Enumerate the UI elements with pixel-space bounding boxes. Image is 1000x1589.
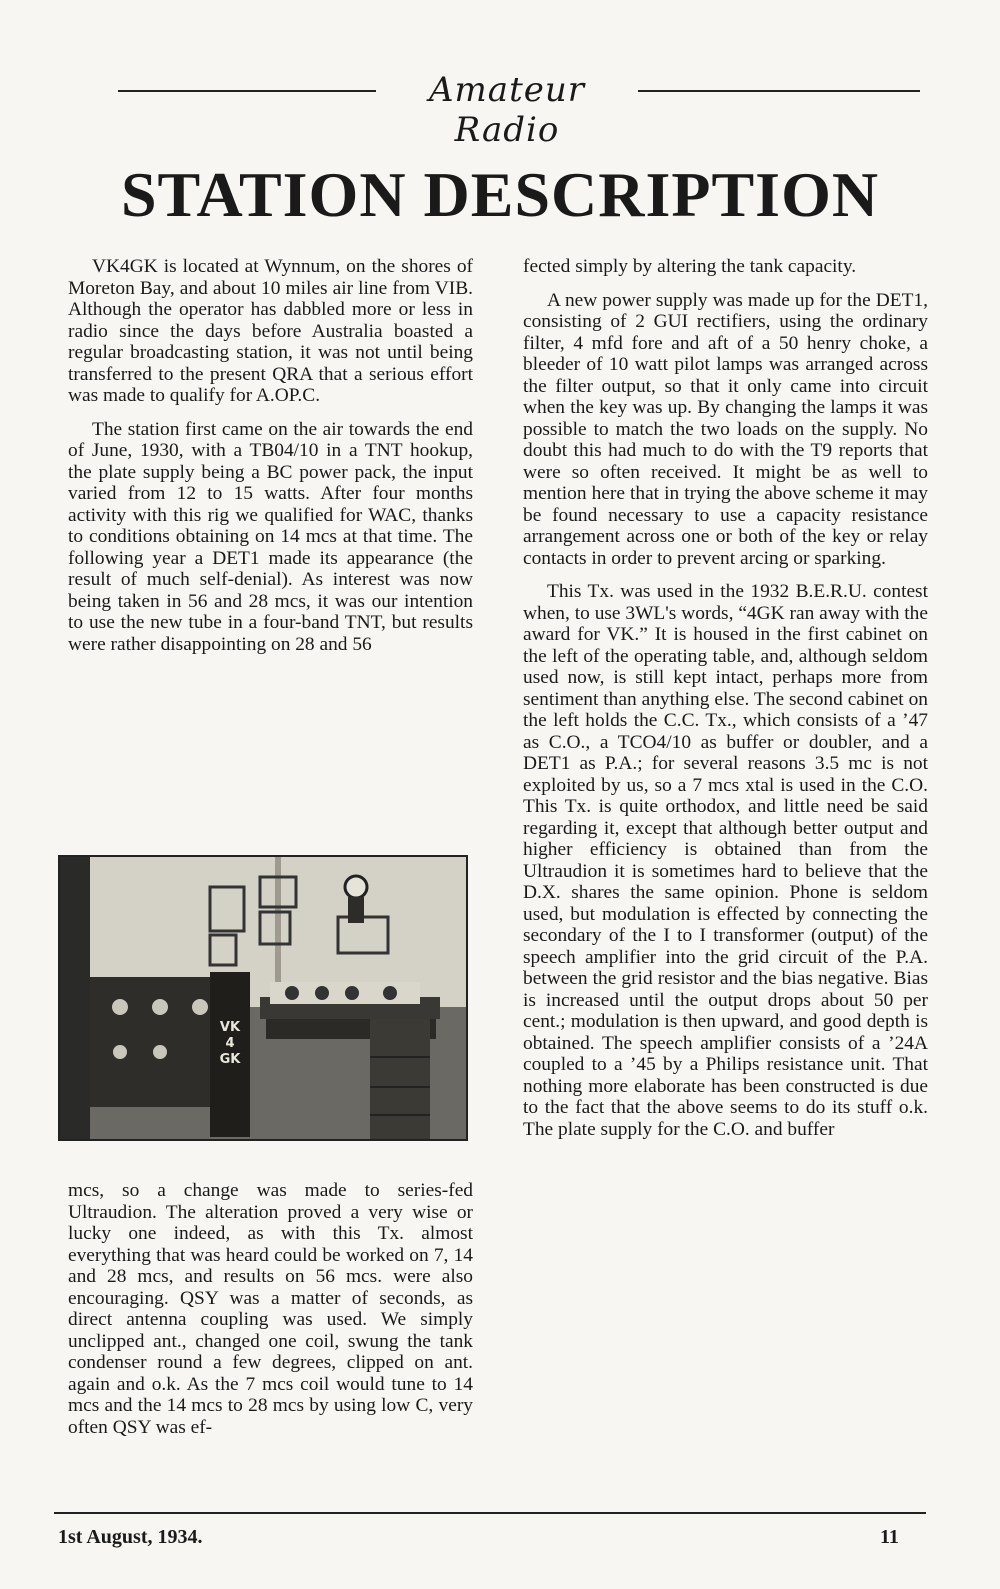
paragraph: This Tx. was used in the 1932 B.E.R.U. contest when, to use 3WL's words, “4GK ran away with the award for VK.” It is housed in the first cabinet on the left of the operating table, and, although seldom used now, is still kept intact, perhaps more from sentiment than anything else. The second cabinet on the left holds the C.C. Tx., which consists of a ’47 as C.O., a TCO4/10 as buffer or doubler, and a DET1 as P.A.; for several reasons 3.5 mc is not exploited by us, so a 7 mcs xtal is used in the C.O. This Tx. is quite orthodox, and little need be said regarding it, except that although better output and higher efficiency is obtained than from the Ultraudion it is sometimes hard to believe that the D.X. shares the same opinion. Phone is seldom used, but modulation is effected by connecting the secondary of the I to I transformer (output) of the speech amplifier into the grid circuit of the P.A. between the grid resistor and the bias negative. Bias is increased until the output drops about 50 per cent.; modulation is then upward, and good depth is obtained. The speech amplifier consists of a ’24A coupled to a ’45 by a Philips resistance unit. That nothing more elaborate has been constructed is due to the fact that the above seems to do its stuff o.k. The plate supply for the C.O. and buffer [523,581,928,1140]
paragraph: fected simply by altering the tank capacity. [523,256,857,277]
right-column [523,256,928,1152]
paragraph: A new power supply was made up for the DET1, consisting of 2 GUI rectifiers, using the ordinary filter, 4 mfd fore and aft of a 50 henry choke, a bleeder of 10 watt pilot lamps was arranged across the filter output, so that it only came into circuit when the key was up. By changing the lamps it was possible to match the two loads on the supply. No doubt this had much to do with the T9 reports that were so often received. It might be as well to mention here that in trying the above scheme it may be found necessary to use a capacity resistance arrangement across one or both of the key or relay contacts in order to prevent arcing or sparking. [523,289,928,569]
left-column-top [68,256,473,667]
paragraph: mcs, so a change was made to series-fed Ultraudion. The alteration proved a very wise or lucky one indeed, as with this Tx. almost everything that was heard could be worked on 7, 14 and 28 mcs, and results on 56 mcs. were also encouraging. QSY was a matter of seconds, as direct antenna coupling was used. We simply unclipped ant., changed one coil, swung the tank condenser round a few degrees, clipped on ant. again and o.k. As the 7 mcs coil would tune to 14 mcs and the 14 mcs to 28 mcs by using low C, very often QSY was ef- [68,1180,473,1438]
paragraph: VK4GK is located at Wynnum, on the shores of Moreton Bay, and about 10 miles air line from VIB. Although the operator has dabbled more or less in radio since the days before Australia boasted a regular broadcasting station, it was not until being transferred to the present QRA that a serious effort was made to qualify for A.OP.C. [68,256,473,406]
sign-text-line: 4 [225,1036,235,1051]
footer-rule [54,1512,926,1514]
footer-date: 1st August, 1934. [58,1526,203,1548]
masthead-rule-left [118,90,376,92]
sign-text-line: GK [219,1052,241,1067]
masthead [118,70,918,150]
left-column-bottom [68,1180,473,1450]
masthead-logo: Amateur Radio [429,70,585,150]
paragraph: The station first came on the air towards the end of June, 1930, with a TB04/10 in a TNT hookup, the plate supply being a BC power pack, the input varied from 12 to 15 watts. After four months activity with this rig we qualified for WAC, thanks to conditions obtaining on 14 mcs at that time. The following year a DET1 made its appearance (the result of much self-denial). As interest was now being taken in 56 and 28 mcs, it was our intention to use the new tube in a four-band TNT, but results were rather disappointing on 28 and 56 [68,418,473,655]
page-number: 11 [880,1526,899,1548]
station-photo-image [60,857,466,1139]
station-photo [58,855,468,1141]
masthead-rule-right [638,90,920,92]
sign-text-line: VK [219,1020,241,1035]
page-title: STATION DESCRIPTION [120,159,880,230]
